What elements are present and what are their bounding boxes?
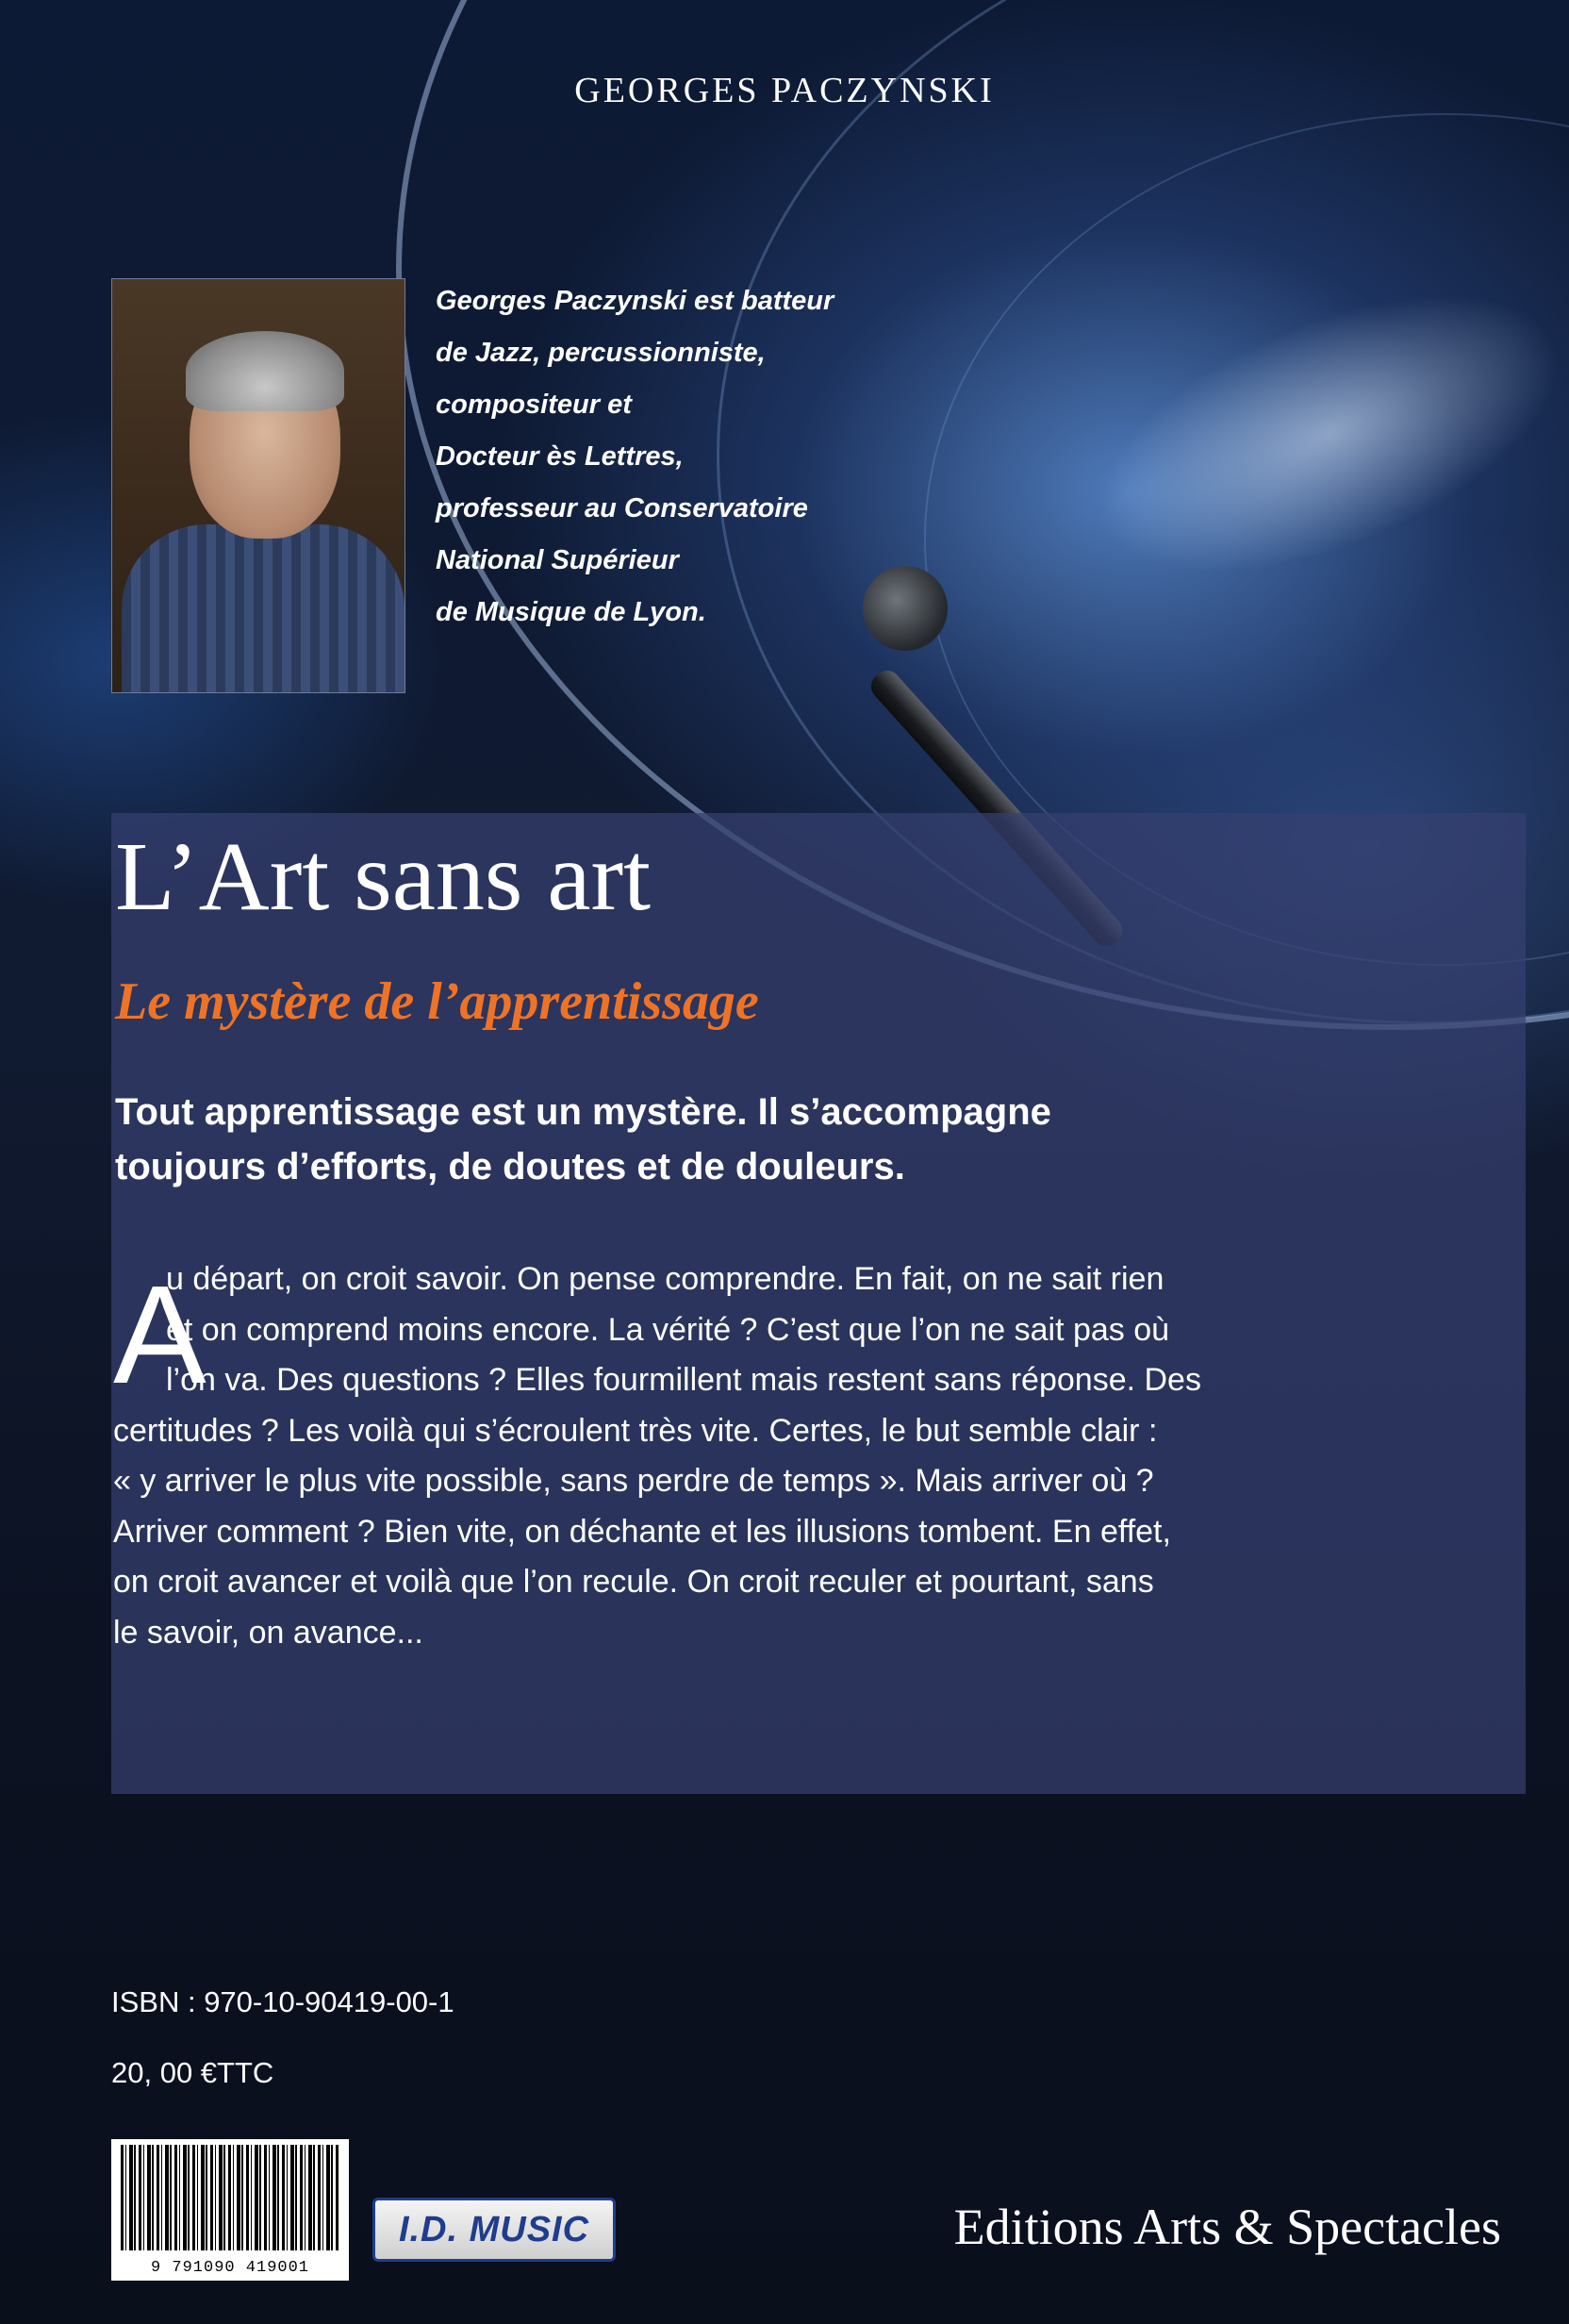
book-title: L’Art sans art	[115, 822, 652, 931]
bio-line: National Supérieur	[436, 545, 679, 575]
blurb-line: l’on va. Des questions ? Elles fourmillent mais restent sans réponse. Des	[166, 1362, 1201, 1398]
id-music-logo-text: I.D. MUSIC	[398, 2209, 590, 2249]
blurb-line: certitudes ? Les voilà qui s’écroulent très vite. Certes, le but semble clair :	[113, 1412, 1158, 1449]
author-bio	[436, 275, 964, 639]
author-hair	[186, 331, 344, 411]
author-shirt	[122, 524, 405, 693]
barcode-bars	[121, 2145, 339, 2250]
lead-paragraph	[115, 1085, 1454, 1194]
book-subtitle: Le mystère de l’apprentissage	[115, 972, 759, 1031]
lead-line: toujours d’efforts, de doutes et de douleurs.	[115, 1146, 905, 1187]
bio-line: compositeur et	[436, 390, 632, 420]
bio-line: Georges Paczynski est batteur	[436, 286, 834, 316]
author-name: GEORGES PACZYNSKI	[574, 71, 995, 110]
bio-line: de Jazz, percussionniste,	[436, 338, 766, 368]
lead-line: Tout apprentissage est un mystère. Il s’accompagne	[115, 1091, 1051, 1133]
blurb-line: « y arriver le plus vite possible, sans perdre de temps ». Mais arriver où ?	[113, 1463, 1154, 1499]
blurb-line: et on comprend moins encore. La vérité ? C’est que l’on ne sait pas où	[166, 1311, 1170, 1348]
barcode-digits: 9 791090 419001	[150, 2259, 310, 2277]
blurb-line: u départ, on croit savoir. On pense comprendre. En fait, on ne sait rien	[166, 1261, 1164, 1297]
publisher-name: Editions Arts & Spectacles	[953, 2199, 1501, 2255]
isbn: ISBN : 970-10-90419-00-1	[111, 1985, 454, 2018]
bio-line: professeur au Conservatoire	[436, 493, 808, 523]
author-photo	[111, 278, 405, 693]
bio-line: Docteur ès Lettres,	[436, 441, 684, 472]
blurb-line: on croit avancer et voilà que l’on recule. On croit reculer et pourtant, sans	[113, 1564, 1154, 1600]
barcode	[111, 2139, 349, 2281]
blurb-line: le savoir, on avance...	[113, 1614, 423, 1651]
id-music-logo	[372, 2198, 616, 2262]
price: 20, 00 €TTC	[111, 2056, 274, 2089]
blurb-paragraph	[113, 1254, 1518, 1658]
bio-line: de Musique de Lyon.	[436, 597, 706, 627]
drop-cap: A	[113, 1257, 206, 1413]
blurb-line: Arriver comment ? Bien vite, on déchante et les illusions tombent. En effet,	[113, 1513, 1171, 1550]
